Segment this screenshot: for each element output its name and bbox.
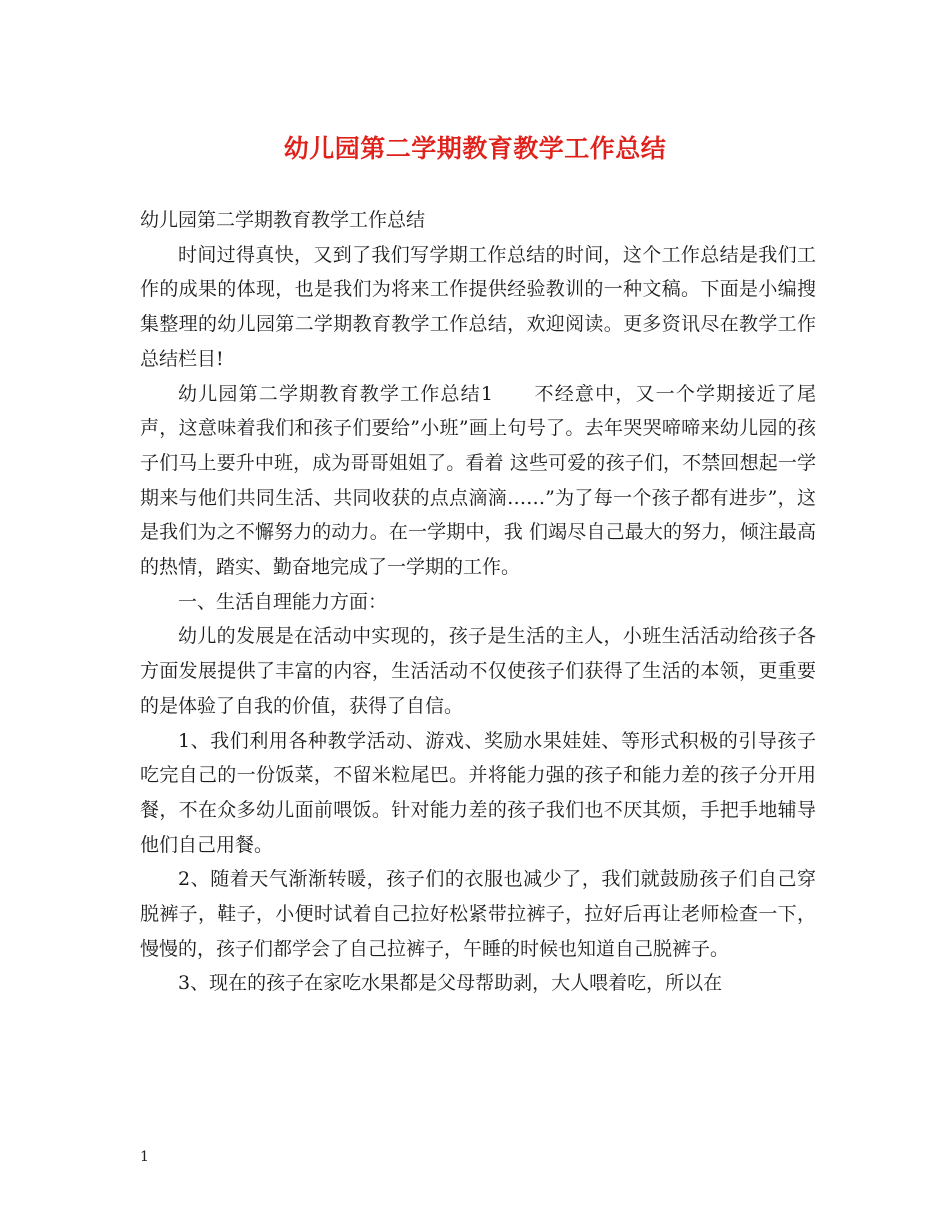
document-body bbox=[140, 203, 816, 1001]
paragraph-intro: 时间过得真快，又到了我们写学期工作总结的时间，这个工作总结是我们工作的成果的体现，也是我们为将来工作提供经验教训的一种文稿。下面是小编搜集整理的幼儿园第二学期教育教学工作总结，欢迎阅读。更多资讯尽在教学工作总结栏目! bbox=[140, 243, 816, 370]
paragraph-item-3: 3、现在的孩子在家吃水果都是父母帮助剥，大人喂着吃，所以在 bbox=[178, 972, 723, 995]
paragraph-item-1: 1、我们利用各种教学活动、游戏、奖励水果娃娃、等形式积极的引导孩子吃完自己的一份饭菜，不留米粒尾巴。并将能力强的孩子和能力差的孩子分开用 餐，不在众多幼儿面前喂饭。针对能力差的孩子我们也不厌其烦，手把手地辅导他们自己用餐。 bbox=[140, 729, 816, 856]
paragraph-item-2: 2、随着天气渐渐转暖，孩子们的衣服也减少了，我们就鼓励孩子们自己穿脱裤子，鞋子，小便时试着自己拉好松紧带拉裤子，拉好后再让老师检查一下，慢慢的，孩子们都学会了自己拉裤子，午睡的时候也知道自己脱裤子。 bbox=[140, 868, 816, 960]
paragraph-self-care-intro: 幼儿的发展是在活动中实现的，孩子是生活的主人，小班生活活动给孩子各方面发展提供了丰富的内容，生活活动不仅使孩子们获得了生活的本领，更重要的是体验了自我的价值，获得了自信。 bbox=[140, 625, 816, 717]
document-subtitle: 幼儿园第二学期教育教学工作总结 bbox=[140, 209, 426, 231]
page-number: 1 bbox=[140, 1149, 149, 1165]
document-title: 幼儿园第二学期教育教学工作总结 bbox=[283, 134, 667, 163]
section-heading-self-care: 一、生活自理能力方面： bbox=[178, 590, 388, 613]
paragraph-summary-1: 幼儿园第二学期教育教学工作总结1 不经意中，又一个学期接近了尾声，这意味着我们和孩子们要给”小班”画上句号了。去年哭哭啼啼来幼儿园的孩子们马上要升中班，成为哥哥姐姐了。看着 这些可爱的孩子们，不禁回想起一学期来与他们共同生活、共同收获的点点滴滴……”为了每一个孩子都有进步”，这是我们为之不懈努力的动力。在一学期中，我 们竭尽自己最大的努力，倾注最高的热情，踏实、勤奋地完成了一学期的工作。 bbox=[140, 382, 816, 579]
